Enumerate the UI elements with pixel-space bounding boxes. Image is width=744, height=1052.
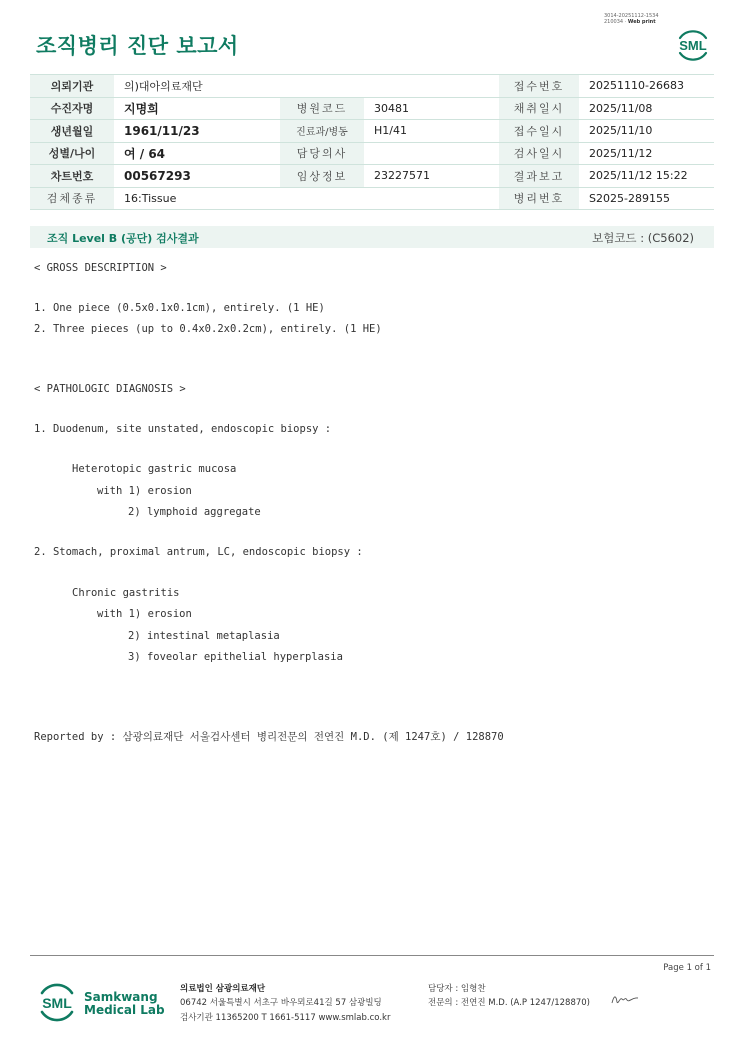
info-row — [30, 165, 714, 188]
brand-name-line1: Samkwang — [84, 990, 158, 1004]
diagnosis-1-site: 1. Duodenum, site unstated, endoscopic biopsy : — [34, 423, 332, 435]
info-row — [30, 75, 714, 98]
diagnosis-2-main: Chronic gastritis — [72, 587, 180, 599]
sex-age-value: 여 / 64 — [114, 142, 280, 165]
organization-name: 의료법인 삼광의료재단 — [180, 984, 266, 994]
print-code-line2: 210034 · Web print — [604, 19, 656, 25]
doctor-label: 담당의사 — [280, 142, 364, 165]
reception-no-label: 접수번호 — [499, 75, 579, 98]
patient-value: 지명희 — [114, 97, 280, 120]
footer-divider — [30, 955, 714, 956]
patient-label: 수진자명 — [30, 97, 114, 120]
clinical-value: 23227571 — [364, 165, 499, 188]
sex-age-label: 성별/나이 — [30, 142, 114, 165]
signature — [610, 993, 640, 1007]
diagnosis-1-main: Heterotopic gastric mucosa — [72, 463, 237, 475]
dept-label: 진료과/병동 — [280, 120, 364, 143]
gross-item-1: 1. One piece (0.5x0.1x0.1cm), entirely. (1 HE) — [34, 302, 325, 314]
dept-value: H1/41 — [364, 120, 499, 143]
diagnosis-1-finding: 2) lymphoid aggregate — [128, 506, 261, 518]
pathology-no-label: 병리번호 — [499, 187, 579, 210]
sml-logo — [674, 26, 712, 64]
doctor-value — [364, 142, 499, 165]
info-row — [30, 120, 714, 143]
client-label: 의뢰기관 — [30, 75, 114, 98]
chart-label: 차트번호 — [30, 165, 114, 188]
hospital-code-label: 병원코드 — [280, 97, 364, 120]
pathology-no-value: S2025-289155 — [579, 187, 714, 210]
diagnosis-2-finding: with 1) erosion — [97, 608, 192, 620]
receipt-date-value: 2025/11/10 — [579, 120, 714, 143]
result-report-value: 2025/11/12 15:22 — [579, 165, 714, 188]
chart-value: 00567293 — [114, 165, 280, 188]
print-code — [604, 13, 659, 25]
specimen-label: 검체종류 — [30, 187, 114, 210]
pathologist: 전문의 : 전연진 M.D. (A.P 1247/128870) — [428, 998, 590, 1008]
exam-date-value: 2025/11/12 — [579, 142, 714, 165]
info-row — [30, 187, 714, 210]
diagnosis-1-finding: with 1) erosion — [97, 485, 192, 497]
gross-item-2: 2. Three pieces (up to 0.4x0.2x0.2cm), entirely. (1 HE) — [34, 323, 382, 335]
info-row — [30, 142, 714, 165]
receipt-date-label: 접수일시 — [499, 120, 579, 143]
diagnosis-2-finding: 3) foveolar epithelial hyperplasia — [128, 651, 343, 663]
gross-header: < GROSS DESCRIPTION > — [34, 262, 167, 274]
diagnosis-header: < PATHOLOGIC DIAGNOSIS > — [34, 383, 186, 395]
patient-info-table — [30, 74, 714, 210]
collection-date-value: 2025/11/08 — [579, 97, 714, 120]
collection-date-label: 채취일시 — [499, 97, 579, 120]
organization-address: 06742 서울특별시 서초구 바우뫼로41길 57 삼광빌딩 — [180, 998, 382, 1008]
specimen-value: 16:Tissue — [114, 187, 499, 210]
sml-logo-text: SML — [679, 38, 707, 53]
exam-date-label: 검사일시 — [499, 142, 579, 165]
organization-contact: 검사기관 11365200 T 1661-5117 www.smlab.co.kr — [180, 1013, 391, 1023]
client-value: 의)대아의료재단 — [114, 75, 499, 98]
dob-value: 1961/11/23 — [114, 120, 280, 143]
clinical-label: 임상정보 — [280, 165, 364, 188]
sml-footer-logo-text: SML — [42, 995, 72, 1011]
page-number: Page 1 of 1 — [663, 963, 711, 973]
dob-label: 생년월일 — [30, 120, 114, 143]
staff-in-charge: 담당자 : 임형찬 — [428, 984, 486, 994]
brand-name-line2: Medical Lab — [84, 1003, 165, 1017]
diagnosis-2-site: 2. Stomach, proximal antrum, LC, endoscopic biopsy : — [34, 546, 363, 558]
sml-footer-logo — [36, 980, 78, 1024]
reception-no-value: 20251110-26683 — [579, 75, 714, 98]
result-report-label: 결과보고 — [499, 165, 579, 188]
print-code-line1: 3014-20251112-1534 — [604, 13, 659, 19]
insurance-code: 보험코드 : (C5602) — [592, 231, 694, 245]
hospital-code-value: 30481 — [364, 97, 499, 120]
info-row — [30, 97, 714, 120]
diagnosis-2-finding: 2) intestinal metaplasia — [128, 630, 280, 642]
page-title: 조직병리 진단 보고서 — [36, 34, 239, 58]
reported-by: Reported by : 삼광의료재단 서울검사센터 병리전문의 전연진 M.D. (제 1247호) / 128870 — [34, 731, 504, 743]
section-title: 조직 Level B (공단) 검사결과 — [47, 232, 199, 245]
